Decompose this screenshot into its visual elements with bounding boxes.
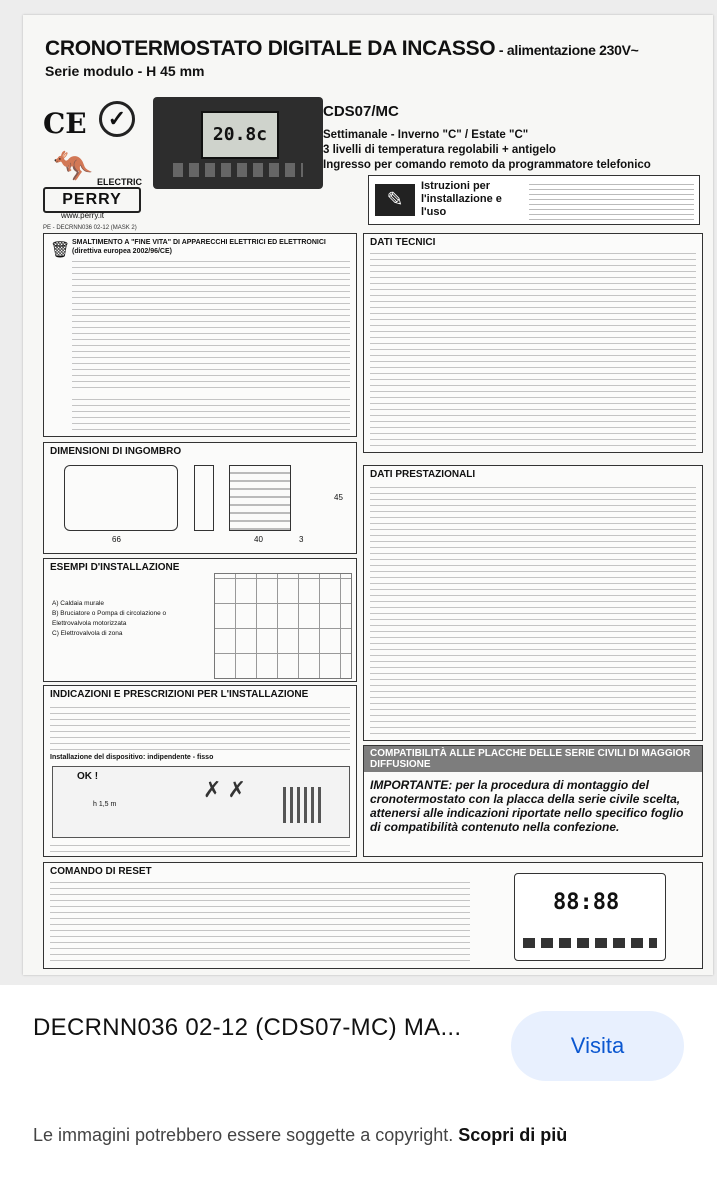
dimension-drawing-front — [64, 465, 178, 531]
feature-item: Settimanale - Inverno "C" / Estate "C" — [323, 129, 529, 141]
website-label: www.perry.it — [61, 211, 104, 220]
dimensions-section — [43, 442, 357, 554]
install-footer-text — [50, 840, 350, 852]
device-buttons — [173, 163, 303, 177]
dim-depth-label: 40 — [254, 535, 263, 544]
important-note: IMPORTANTE: per la procedura di montaggio del cronotermostato con la placca della serie civile scelta, attenersi alle indicazioni riportate nello specifico foglio di compatibilità contenuto nella confezione. — [370, 778, 684, 834]
reset-lcd-buttons — [523, 938, 657, 948]
result-caption[interactable]: DECRNN036 02-12 (CDS07-MC) MA... — [33, 1014, 462, 1041]
brand-tagline: ELECTRIC — [97, 177, 142, 187]
instructions-text — [529, 180, 694, 220]
reset-lcd-digits: 88:88 — [553, 890, 620, 915]
document-code: PE - DECRNN036 02-12 (MASK 2) — [43, 225, 137, 231]
thermostat-photo — [153, 97, 323, 189]
disposal-section — [43, 233, 357, 437]
dim-height-label: 45 — [334, 493, 343, 502]
performance-text — [370, 484, 696, 734]
reset-section — [43, 862, 703, 969]
performance-section — [363, 465, 703, 741]
radiator-icon — [283, 787, 323, 823]
example-item: C) Elettrovalvola di zona — [52, 630, 123, 637]
instructions-label: Istruzioni per l'installazione e l'uso — [421, 180, 502, 218]
dim-width-label: 66 — [112, 535, 121, 544]
copyright-text: Le immagini potrebbero essere soggette a copyright. — [33, 1125, 454, 1145]
tech-data-heading: DATI TECNICI — [370, 237, 436, 248]
manual-page-image — [23, 15, 713, 975]
model-label: CDS07/MC — [323, 103, 399, 120]
dim-lip-label: 3 — [299, 535, 304, 544]
reset-lcd-diagram — [514, 873, 666, 961]
example-item: B) Bruciatore o Pompa di circolazione o Elettrovalvola motorizzata — [52, 610, 167, 627]
example-list — [52, 599, 192, 639]
install-notes-section — [43, 685, 357, 857]
performance-heading: DATI PRESTAZIONALI — [370, 469, 476, 480]
compatibility-heading: COMPATIBILITÀ ALLE PLACCHE DELLE SERIE CIVILI DI MAGGIOR DIFFUSIONE — [364, 746, 702, 772]
height-label: h 1,5 m — [93, 801, 117, 808]
ce-mark-logo: CE — [43, 107, 87, 140]
tech-data-text — [370, 252, 696, 446]
kangaroo-logo-icon: 🦘 — [53, 148, 93, 184]
disposal-heading: SMALTIMENTO A "FINE VITA" DI APPARECCHI ELETTRICI ED ELETTRONICI (direttiva europea 2002/96/CE) — [72, 239, 326, 255]
wiring-diagram — [214, 573, 352, 679]
reset-heading: COMANDO DI RESET — [50, 866, 152, 877]
install-placement-drawing — [52, 766, 350, 838]
install-notes-text — [50, 704, 350, 750]
example-item: A) Caldaia murale — [52, 600, 105, 607]
document-title: CRONOTERMOSTATO DIGITALE DA INCASSO - alimentazione 230V~ — [45, 37, 639, 60]
install-examples-heading: ESEMPI D'INSTALLAZIONE — [50, 562, 180, 573]
ok-label: OK ! — [77, 771, 99, 782]
feature-item: Ingresso per comando remoto da programmatore telefonico — [323, 159, 651, 171]
learn-more-link[interactable]: Scopri di più — [458, 1125, 568, 1145]
install-examples-section — [43, 558, 357, 682]
battery-text — [72, 394, 350, 430]
instructions-box — [368, 175, 700, 225]
feature-list — [323, 128, 651, 173]
dimensions-heading: DIMENSIONI DI INGOMBRO — [50, 446, 182, 457]
feature-item: 3 livelli di temperatura regolabili + antigelo — [323, 144, 556, 156]
device-lcd: 20.8c — [201, 111, 279, 159]
dimension-drawing-profile — [229, 465, 291, 531]
reset-text — [50, 881, 470, 961]
disposal-text — [72, 258, 350, 388]
visit-button[interactable]: Visita — [511, 1011, 684, 1081]
dimension-drawing-side — [194, 465, 214, 531]
tech-data-section — [363, 233, 703, 453]
compatibility-section — [363, 745, 703, 857]
install-notes-heading: INDICAZIONI E PRESCRIZIONI PER L'INSTALLAZIONE — [50, 689, 309, 700]
copyright-notice — [33, 1121, 693, 1150]
install-device-label: Installazione del dispositivo: indipendente - fisso — [50, 754, 214, 761]
book-icon: ✎ — [375, 184, 415, 216]
wrong-placement-icon: ✗ ✗ — [203, 777, 246, 802]
bin-icon: 🗑 — [50, 242, 71, 259]
perry-logo: PERRY — [43, 187, 141, 213]
quality-check-icon: ✓ — [99, 101, 135, 137]
series-label: Serie modulo - H 45 mm — [45, 63, 205, 79]
